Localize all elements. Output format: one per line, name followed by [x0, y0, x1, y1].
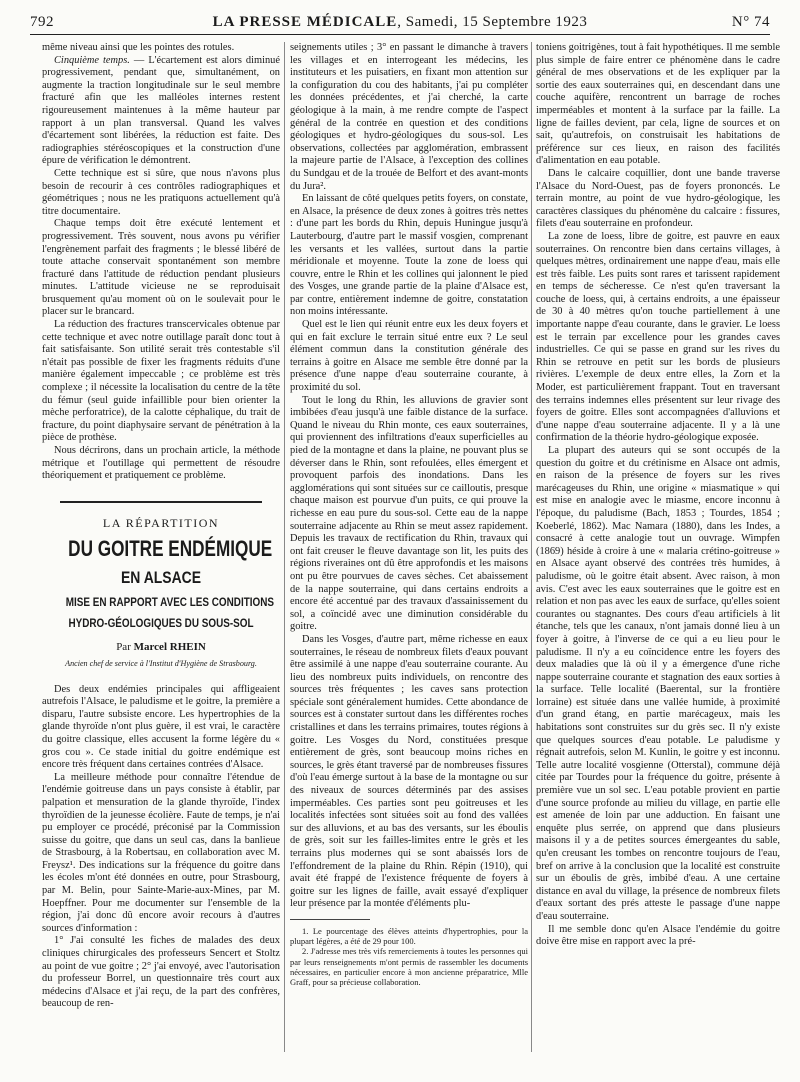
article-title: DU GOITRE ENDÉMIQUE [68, 536, 273, 562]
issue-number: N° 74 [731, 14, 770, 30]
page-number: 792 [30, 14, 54, 30]
journal-title-line [30, 14, 770, 31]
author-affiliation: Ancien chef de service à l'Institut d'Hygiène de Strasbourg. [65, 657, 257, 668]
paragraph: La réduction des fractures transcervicales obtenue par cette technique et avec notre outillage paraît donc tout à fait satisfaisante. Son utilité serait très contestable s'il n'était pas possible de fixer les fragments réduits d'une manière également impeccable ; ce problème est très complexe ; il nécessite la localisation du centre de la tête du fémur (seul guide infaillible pour bien orienter la mèche perforatrice), de la calotte céphalique, du trait de fracture, du point diaphysaire servant de pénétration à la pièce de prothèse. [42, 319, 280, 444]
paragraph: Dans les Vosges, d'autre part, même richesse en eaux souterraines, le réseau de nombreux filets d'eaux pouvant être assimilé à une nappe d'eau souterraine courante. Au lieu des nombreux puits individuels, on rencontre des sources très fréquentes ; les caves sans protection spéciale sont généralement humides. Cette abondance de sources est à constater surtout dans les différentes roches cristallines et dans les terrains primaires, toutes régions à goitre. Les Vosges du Nord, constituées presque entièrement de grès, sont beaucoup moins riches en sources, le grès étant traversé par de nombreuses fissures d'où l'eau émerge surtout à la base de la montagne ou sur des niveaux de sources déterminés par des assises imperméables. Ces parties sont peu goitreuses et les localités infectées sont situées soit au fond des vallées sur des alluvions, et au bas des versants, sur les éboulis de grès, soit sur les failles-limites entre le grès et les terrains plus modernes qui se sont abaissés lors de l'effondrement de la plaine du Rhin. Répin (1910), qui avait été frappé de l'existence fréquente de foyers à goitre sur les lignes de faille, avait essayé d'expliquer leur présence par la montée d'éléments plu- [290, 633, 528, 910]
footnote: 1. Le pourcentage des élèves atteints d'hypertrophies, pour la plupart légères, a été de 29 pour 100. [290, 925, 528, 947]
heading-rule [60, 501, 262, 503]
paragraph: Des deux endémies principales qui affligeaient autrefois l'Alsace, le paludisme et le goitre, la première a disparu, l'autre subsiste encore. Les hypertrophies de la glande thyroïde n'ont plus guère, il est vrai, le caractère du goitre classique, elles accusent la forme légère du « gros cou ». Ce stade initial du goitre endémique est encore très fréquent dans certaines contrées d'Alsace. [42, 683, 280, 771]
article-title-line2: EN ALSACE [120, 568, 202, 588]
journal-title: LA PRESSE MÉDICALE [212, 14, 398, 30]
paragraph: Dans le calcaire coquillier, dont une bande traverse l'Alsace du Nord-Ouest, pas de foyers prononcés. Le terrain montre, au point de vue hydro-géologique, les caractères classiques du phénomène du calcaire : fissures, filets d'eau souterraine en profondeur. [536, 167, 780, 230]
paragraph: La zone de loess, libre de goitre, est pauvre en eaux souterraines. On rencontre bien dans certains villages, à quelques mètres, ordinairement une nappe d'eau, mais elle est très faible. Les puits sont rares et tarissent rapidement en temps de sécheresse. Ce n'est qu'en traversant la couche de loess, qui, à certains endroits, a une épaisseur de 30 à 40 mètres qu'on touche partiellement à une importante nappe d'eau courante, dans le gravier. Le loess est le terrain par excellence pour les grandes caves industrielles. Ce qui se passe en grand sur les rives du Rhin se retrouve en petit sur les bords de plusieurs rivières. L'exemple de deux entre elles, la Zorn et la Moder, est particulièrement frappant. Tout en traversant des terrains indemnes elles présentent sur leur rivage des foyers de goitre. Elles sont accompagnées d'alluvions et d'une nappe d'eau souterraine adjacente. Il y a là une confirmation de la théorie hydro-géologique exposée. [536, 230, 780, 444]
paragraph: Cette technique est si sûre, que nous n'avons plus besoin de recourir à ces contrôles radiographiques et géométriques ; nous ne les pratiquons actuellement qu'à titre documentaire. [42, 167, 280, 217]
issue-date: , Samedi, 15 Septembre 1923 [397, 14, 588, 30]
header-rule [30, 34, 770, 35]
paragraph: même niveau ainsi que les pointes des rotules. [42, 42, 235, 53]
text-column-right [536, 42, 780, 1072]
column-divider [531, 42, 532, 1052]
step-label: Cinquième temps. [54, 54, 130, 66]
paragraph: toniens goitrigènes, tout à fait hypothétiques. Il me semble plus simple de faire entrer ce phénomène dans le cadre général de mes observations et de les expliquer par la sortie des eaux souterraines qui, en descendant dans une couche aquifère, rencontrent un barrage de roches imperméables et montent à la surface par la faille. La ligne de failles devient, par cela, ligne de sources et on sait, qu'autrefois, on construisait les habitations de préférence sur ces lieux, en raison des facilités d'alimentation en eau potable. [536, 42, 780, 167]
paragraph: Tout le long du Rhin, les alluvions de gravier sont imbibées d'eau jusqu'à une faible distance de la surface. Quand le niveau du Rhin monte, ces eaux souterraines, qui proviennent des infiltrations d'eaux superficielles au pied de la montagne et dans la plaine, ne pouvant plus se déverser dans le Rhin, sont refoulées, elles émergent et provoquent parfois des inondations. Dans les agglomérations qui sont situées sur ce cailloutis, presque chaque maison est pourvue d'un puits, ce qui prouve la richesse en eau pure du sous-sol. Cette eau de la nappe souterraine adjacente au Rhin se meut assez rapidement. Depuis les travaux de rectification du Rhin, travaux qui ont fait creuser le fleuve davantage son lit, les puits des régions riveraines ont dû être approfondis et les maisons ont pu être pourvues de caves sèches. Cet abaissement de la nappe souterraine, qui dans certains endroits a encore été accentué par des travaux d'assainissement du sol, a coïncidé avec une diminution considérable du goitre. [290, 394, 528, 633]
paragraph: La plupart des auteurs qui se sont occupés de la question du goitre et du crétinisme en Alsace ont admis, en raison de la présence de foyers sur les rives marécageuses du Rhin, une origine « miasmatique » qui est mise en analogie avec le miasme, encore inconnu à l'époque, du paludisme (Bach, 1853 ; Tourdes, 1854 ; Koeberlé, 1862). Mac Namara (1880), dans les Indes, a consacré à cette analogie tout un ouvrage. Wimpfen (1869) héside à croire à une « malaria crétino-goitreuse » en Alsace ayant observé des contrées très humides, à paludisme, où le goitre était absent. Avec raison, à mon avis. C'est avec les eaux souterraines que le goitre est en relation et non pas avec les eaux de surface, qu'elles soient courantes ou stagnantes. Des cours d'eau artificiels à lit étanche, tels que les canaux, n'ont jamais donné lieu à un foyer à goitre, à l'inverse de ce qui a eu lieu pour le paludisme. Il n'y a eu coïncidence entre les foyers des deux maladies que là où il y a émergence d'une riche nappe souterraine courante et stagnation des eaux sorties à la surface. Telle localité (Baerental, sur la frontière lorraine) est située dans une vallée humide, à proximité d'un grand étang, en partie marécageux, mais les habitations sont construites sur du grès sec. Il n'y existe que quelques sources d'eau potable. Le paludisme y régnait autrefois, selon M. Kunlin, le goitre y est inconnu. Telle autre localité vosgienne (Otterstal), commune déjà citée par Tourdes pour la fréquence du goitre, présente à première vue un sol sec. L'eau potable provient en partie d'une source profonde au milieu du village, en partie elle est amenée de loin par une adduction. En faisant une enquête plus serrée, on apprend que dans plusieurs maisons il y a de petites sources émergeantes du sable, qu'en creusant les tombes on rencontre toujours de l'eau, bref on arrive à la conclusion que la localité est construite sur un éboulis de grès, imbibé d'eau. A une certaine distance en aval du village, la présence de nombreux filets d'eaux sortant des prés atteste le passage d'une nappe d'eau souterraine. [536, 445, 780, 922]
article-subtitle: MISE EN RAPPORT AVEC LES CONDITIONS [65, 595, 274, 610]
footnote: 2. J'adresse mes très vifs remerciements à toutes les personnes qui par leurs renseignements m'ont permis de rassembler les documents nécessaires, en particulier encore à mon ancienne préparatrice, Mlle Graff, pour sa précieuse collaboration. [290, 946, 528, 987]
running-header [30, 12, 770, 34]
article-kicker: LA RÉPARTITION [102, 515, 220, 530]
article-heading [42, 501, 280, 670]
paragraph [42, 55, 280, 168]
paragraph: La meilleure méthode pour connaître l'étendue de l'endémie goitreuse dans un pays consiste à établir, par palpation et mensuration de la glande thyroïde, l'index thyroïdien de la jeunesse écolière. Faute de temps, je n'ai pu employer ce procédé, préconisé par la Commission suisse du goitre, que dans un seul cas, dans la banlieue de Strasbourg, à la Robertsau, en collaboration avec M. Freysz¹. Des indications sur la fréquence du goitre dans les écoles m'ont été données en outre, pour Strasbourg, par M. Belin, pour Sainte-Marie-aux-Mines, par M. Hoepffner. Pour me documenter sur l'ensemble de la région, j'ai donc dû encore avoir recours à d'autres sources d'information : [42, 771, 280, 934]
paragraph-text: — L'écartement est alors diminué progressivement, pendant que, simultanément, on augmente la traction longitudinale sur le seul membre fracturé afin que les malléoles internes restent rigoureusement maintenues à la même hauteur par rapport à un plan transversal. Quand les valves d'écartement sont libérées, la réduction est faite. Des radiographies stéréoscopiques et la construction d'une épure de vérification le démontrent. [42, 54, 280, 167]
paragraph: seignements utiles ; 3° en passant le dimanche à travers les villages et en interrogeant les médecins, les instituteurs et les puisatiers, en fixant mon attention sur la configuration du cou des habitants, j'ai pu compléter les données précédentes, et j'ai cherché, la carte géologique à la main, à me rendre compte de l'aspect général de la contrée en question et des conditions géologiques et hydro-géologiques du sous-sol. Les observations, collectées par agglomération, embrassent la majeure partie de l'Alsace, à l'exception des collines du Sundgau et de la trouée de Belfort et des avant-monts du Jura². [290, 42, 528, 192]
byline-prefix: Par [116, 641, 134, 654]
text-column-left [42, 42, 280, 1072]
column-divider [284, 42, 285, 1052]
paragraph: Chaque temps doit être exécuté lentement et progressivement. Très souvent, nous avons pu vérifier l'engrènement parfait des fragments ; le blessé libéré de toute attache conservait spontanément son membre fracturé dans l'attitude de réduction pendant plusieurs minutes. L'attitude vicieuse ne se reproduisait brusquement qu'au moment où on le soulevait pour le placer sur le brancard. [42, 218, 280, 318]
footnote-rule [290, 919, 370, 920]
author-name: Marcel RHEIN [133, 641, 206, 654]
text-column-middle [290, 42, 528, 1072]
paragraph: 1° J'ai consulté les fiches de malades des deux cliniques chirurgicales des professeurs Sencert et Stoltz au point de vue goitre ; 2° j'ai envoyé, avec l'autorisation du professeur Borrel, un questionnaire très court aux médecins d'Alsace et j'ai reçu, de la part des confrères, beaucoup de ren- [42, 935, 280, 1010]
byline [42, 641, 280, 654]
paragraph: En laissant de côté quelques petits foyers, on constate, en Alsace, la présence de deux zones à goitres très nettes : d'une part les bords du Rhin, depuis Huningue jusqu'à Lauterbourg, d'autre part le massif vosgien, comprenant les versants et les vallées, surtout dans la partie méridionale et moyenne. Toute la zone de loess qui couvre, entre le Rhin et les collines qui jalonnent le pied des Vosges, une grande partie de la plaine d'Alsace est, par contre, entièrement indemne de goitre, constatation non moins intéressante. [290, 193, 528, 318]
paragraph: Quel est le lien qui réunit entre eux les deux foyers et qui en fait exclure le terrain situé entre eux ? Le seul élément commun dans la constitution générale des terrains à goitre en Alsace me semble être donné par la présence d'une nappe d'eau souterraine courante, à proximité du sol. [290, 319, 528, 394]
article-subtitle-line2: HYDRO-GÉOLOGIQUES DU SOUS-SOL [68, 616, 254, 631]
paragraph: Il me semble donc qu'en Alsace l'endémie du goitre doive être mise en rapport avec la pré- [536, 923, 780, 948]
paragraph: Nous décrirons, dans un prochain article, la méthode métrique et l'outillage qui permettent de résoudre théoriquement et pratiquement ce problème. [42, 445, 280, 482]
